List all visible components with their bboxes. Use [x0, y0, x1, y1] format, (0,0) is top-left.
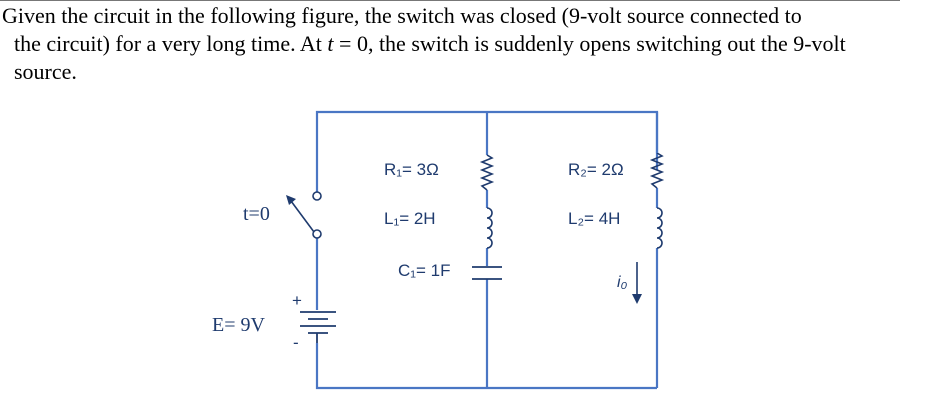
problem-line-2-end: = 0, the switch is suddenly opens switching out the 9-volt: [333, 31, 846, 56]
problem-line-2-start: the circuit) for a very long time. At: [14, 31, 328, 56]
inductor-l2-icon: [657, 208, 662, 248]
current-label: i₀: [617, 274, 628, 291]
l2-label: L₂= 4H: [568, 209, 621, 228]
l1-label: L₁= 2H: [384, 209, 436, 228]
capacitor-c1-icon: [472, 267, 502, 279]
r2-label: R₂= 2Ω: [568, 160, 624, 179]
battery-symbol: [300, 312, 336, 343]
resistor-r1-icon: [482, 155, 492, 190]
source-label: E= 9V: [212, 314, 265, 336]
source-plus-sign: +: [292, 291, 302, 310]
current-arrow: [632, 262, 642, 304]
switch-top-contact: [313, 192, 321, 200]
inductor-l1-icon: [487, 208, 492, 248]
source-minus-sign: -: [293, 333, 299, 352]
switch-arrow-icon: [286, 195, 296, 205]
circuit-wires: [317, 112, 657, 388]
problem-line-1: Given the circuit in the following figure, the switch was closed (9-volt source connected to: [2, 3, 802, 28]
down-arrow-icon: [632, 294, 642, 304]
problem-line-3: source.: [14, 59, 77, 84]
c1-label: C₁= 1F: [398, 261, 451, 280]
switch-blade: [291, 201, 314, 232]
switch: [286, 192, 321, 238]
resistor-r2-icon: [652, 153, 662, 188]
switch-label: t=0: [243, 203, 270, 225]
time-variable: t: [327, 31, 334, 56]
r1-label: R₁= 3Ω: [384, 160, 439, 179]
